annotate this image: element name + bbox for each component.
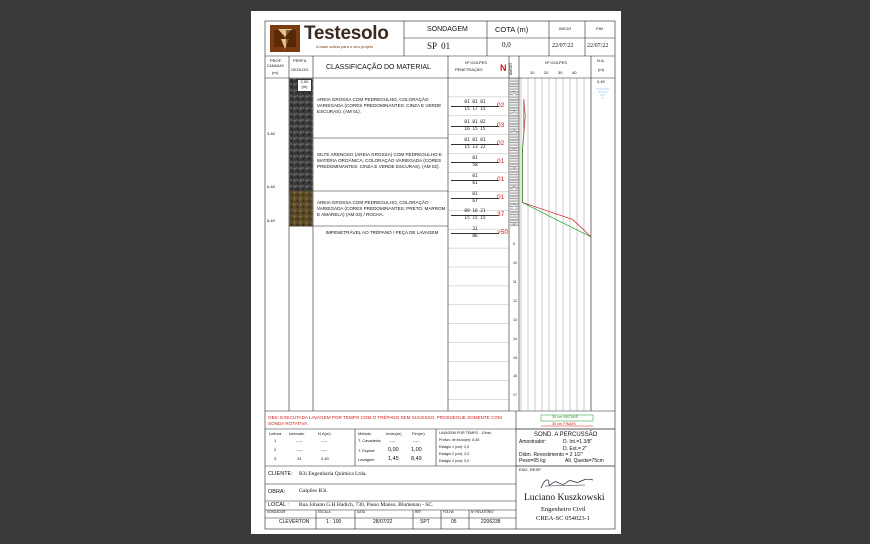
leitura-r2c2: 0,49 bbox=[321, 456, 329, 461]
col-classificacao: CLASSIFICAÇÃO DO MATERIAL bbox=[326, 64, 431, 71]
leitura-r1c2: --,-- bbox=[321, 447, 328, 452]
sample-number-11: 11 bbox=[513, 279, 517, 284]
water-level-box: 2,00 (m) bbox=[297, 79, 312, 92]
metodo-r1c0: T. Espiral bbox=[358, 448, 375, 453]
signature-image bbox=[537, 474, 597, 492]
ref-label: REF. bbox=[415, 510, 422, 514]
data-label: DATA bbox=[357, 510, 366, 514]
local-label: LOCAL : bbox=[268, 502, 289, 508]
data-value: 28/07/22 bbox=[373, 519, 393, 525]
resp-title: Engenheiro Civil bbox=[541, 506, 586, 513]
resp-label: ENG. RESP. bbox=[519, 467, 542, 472]
leitura-r1c0: 2 bbox=[274, 447, 277, 452]
spt-n-6: 01 bbox=[497, 194, 505, 201]
col-na-unit: (m) bbox=[598, 67, 604, 72]
legend-final: 30 cm FINAIS bbox=[552, 422, 576, 426]
sonda-title: SOND. A PERCUSSÃO bbox=[534, 432, 598, 438]
leitura-h2: N.A(m) bbox=[318, 431, 331, 436]
leitura-r0c1: --,-- bbox=[296, 438, 303, 443]
spt-penetracao-3: 15 13 22 bbox=[451, 144, 499, 150]
spt-n-5: 01 bbox=[497, 176, 505, 183]
layer-1-description: AREIA GROSSA COM PEDREGULHO, COLORAÇÃO VARIEGADA (CORES PREDOMINANTES: CINZA E VERDE ESCURAS). (AM 01). bbox=[317, 97, 442, 114]
depth-1: 3,46 bbox=[267, 131, 275, 136]
spt-penetracao-7: 15 15 15 bbox=[451, 215, 499, 221]
metodo-r0c2: --,-- bbox=[413, 438, 420, 443]
metodo-r2c1: 1,45 bbox=[388, 456, 399, 462]
fim-label: FIM bbox=[596, 26, 603, 31]
metodo-r0c1: --,-- bbox=[389, 438, 396, 443]
n-curve-final bbox=[522, 99, 591, 237]
cliente-label: CLIENTE: bbox=[268, 471, 293, 477]
col-n: N bbox=[500, 63, 507, 73]
lavagem-line-3: Estágio 2 (cm): 2,0 bbox=[439, 452, 470, 456]
legend-initial: 30 cm INICIAIS bbox=[552, 415, 579, 419]
metodo-h1: Início(m) bbox=[386, 431, 402, 436]
metodo-h2: Fim(m) bbox=[412, 431, 425, 436]
sample-number-5: 5 bbox=[513, 166, 515, 171]
sonda-int: D. Int.=1 3/8" bbox=[563, 439, 593, 445]
spt-n-8: >50 bbox=[497, 229, 509, 236]
sample-number-3: 3 bbox=[513, 128, 515, 133]
col-na: N.A. bbox=[597, 58, 605, 63]
leitura-r0c2: --,-- bbox=[321, 438, 328, 443]
logo-tagline: A base sólida para o seu projeto bbox=[316, 44, 374, 49]
col-geolog: GEOLOG. bbox=[291, 67, 310, 72]
col-penetracao: PENETRAÇÃO bbox=[455, 67, 483, 72]
inicio-value: 22/07/22 bbox=[552, 43, 574, 49]
sonda-altura: Alt. Queda=75cm bbox=[565, 458, 604, 464]
sample-number-2: 2 bbox=[513, 109, 515, 114]
logo-name: Testesolo bbox=[304, 23, 389, 44]
metodo-h0: Método bbox=[358, 431, 372, 436]
leitura-r2c0: 3 bbox=[274, 456, 277, 461]
escala-label: ESCALA bbox=[318, 510, 331, 514]
sondador-value: CLEVERTON bbox=[279, 519, 310, 525]
spt-n-4: 01 bbox=[497, 158, 505, 165]
soil-profile-rock bbox=[290, 191, 313, 226]
sonda-amostrador: Amostrador: bbox=[519, 439, 547, 445]
sample-number-4: 4 bbox=[513, 147, 515, 152]
logo-mark-icon bbox=[270, 25, 300, 52]
leitura-r1c1: --,-- bbox=[296, 447, 303, 452]
sample-number-6: 6 bbox=[513, 185, 515, 190]
observation-note: OBS: EXECUTADA LAVAGEM POR TEMPO COM O TRÉPANO SEM SUCESSO. PROSSEGUE SOMENTE COM SONDA ROTATIVA. bbox=[268, 415, 502, 426]
spt-golpes-2: 01 01 02 bbox=[464, 120, 486, 125]
metodo-r2c0: Lavagem bbox=[358, 457, 375, 462]
sondador-label: SONDADOR bbox=[267, 510, 286, 514]
relatorio-label: Nº RELATÓRIO bbox=[471, 510, 494, 514]
sample-number-17: 17 bbox=[513, 393, 517, 398]
leitura-r0c0: 1 bbox=[274, 438, 277, 443]
logo bbox=[268, 23, 402, 54]
obra-label: OBRA: bbox=[268, 489, 286, 495]
metodo-r0c0: T. Cavadeira bbox=[358, 438, 381, 443]
sondagem-value: SP 01 bbox=[427, 41, 451, 51]
metodo-r1c2: 1,00 bbox=[411, 447, 422, 453]
spt-n-7: 37 bbox=[497, 211, 505, 218]
spt-n-2: 03 bbox=[497, 122, 505, 129]
col-golpes: Nº GOLPES bbox=[465, 60, 487, 65]
sonda-ext: D. Ext.= 2" bbox=[563, 446, 587, 452]
folha-value: 05 bbox=[451, 519, 457, 525]
cota-label: COTA (m) bbox=[495, 25, 529, 34]
sample-number-13: 13 bbox=[513, 317, 517, 322]
spt-golpes-3: 01 01 01 bbox=[464, 138, 486, 143]
sample-number-10: 10 bbox=[513, 261, 517, 265]
folha-label: FOLHA bbox=[443, 510, 454, 514]
metodo-r2c2: 8,49 bbox=[411, 456, 422, 462]
leitura-r2c1: 24 bbox=[297, 456, 302, 461]
ref-value: SPT bbox=[420, 519, 430, 525]
layer-4-description: IMPENETRÁVEL AO TRÉPANO / PEÇA DE LAVAGEM bbox=[325, 230, 439, 235]
obra-value: Galpões B3i. bbox=[299, 488, 328, 494]
layer-3-description: AREIA GROSSA COM PEDREGULHO, COLORAÇÃO VARIEGADA (CORES PREDOMINANTES: PRETO, MARROM E AMARELA) (AM 03) / ROCHA. bbox=[317, 200, 446, 217]
na-value: 0,49 bbox=[597, 79, 605, 84]
sample-number-15: 15 bbox=[513, 355, 517, 360]
graph-tick-10: 10 bbox=[530, 70, 535, 75]
depth-2: 6,48 bbox=[267, 184, 275, 189]
lavagem-line-1: Profun. de início(m): 8,45 bbox=[439, 438, 480, 442]
spt-penetracao-4: 58 bbox=[451, 162, 499, 168]
col-prof-camadas: CAMADAS bbox=[267, 64, 284, 68]
cota-value: 0,0 bbox=[502, 41, 511, 49]
col-prof: PROF. bbox=[270, 58, 282, 63]
graph-tick-40: 40 bbox=[572, 70, 577, 75]
spt-penetracao-6: 67 bbox=[451, 198, 499, 204]
layer-2-description: SILTE ARENOSO (AREIA GROSSA) COM PEDREGULHO E MATÉRIA ORGÂNICA, COLORAÇÃO VARIEGADA (CORES PREDOMINANTES: CINZA E VERDE ESCURAS). (AM 02). bbox=[317, 152, 442, 169]
spt-penetracao-1: 15 17 15 bbox=[451, 106, 499, 112]
graph-title: Nº GOLPES bbox=[545, 60, 567, 65]
spt-penetracao-2: 16 15 15 bbox=[451, 126, 499, 132]
sample-number-8: 8 bbox=[513, 223, 515, 228]
leitura-h0: Leitura bbox=[269, 431, 282, 436]
fim-value: 22/07/22 bbox=[587, 43, 609, 49]
spt-golpes-5: 01 bbox=[472, 174, 478, 179]
n-curve-initial bbox=[522, 99, 591, 237]
lavagem-line-2: Estágio 1 (cm): 2,0 bbox=[439, 445, 470, 449]
local-value: Rua Johann G.H Hadich, 730, Passo Manso, Blumenau - SC. bbox=[299, 502, 434, 508]
lavagem-title: LAVAGEM POR TEMPO - 10min bbox=[439, 431, 492, 435]
spt-golpes-1: 01 01 01 bbox=[464, 100, 486, 105]
sample-number-16: 16 bbox=[513, 374, 517, 379]
sample-number-12: 12 bbox=[513, 298, 517, 303]
col-perfil: PERFIL bbox=[293, 58, 308, 63]
spt-n-3: 02 bbox=[497, 140, 505, 147]
cliente-value: B3i Engenharia Química Ltda. bbox=[299, 471, 367, 477]
spt-golpes-8: 31 bbox=[472, 227, 478, 232]
sample-number-1: 1 bbox=[513, 90, 515, 95]
spt-golpes-7: 09 16 21 bbox=[464, 209, 486, 214]
inicio-label: INICIO bbox=[559, 26, 572, 31]
sample-number-7: 7 bbox=[513, 204, 515, 209]
spt-penetracao-5: 61 bbox=[451, 180, 499, 186]
spt-golpes-4: 01 bbox=[472, 156, 478, 161]
relatorio-value: 2206238 bbox=[481, 519, 501, 525]
water-level-icon bbox=[596, 89, 609, 98]
depth-3: 8,49 bbox=[267, 218, 275, 223]
graph-tick-20: 20 bbox=[544, 70, 549, 75]
boring-log-sheet bbox=[251, 11, 621, 534]
spt-penetracao-8: 06 bbox=[451, 233, 499, 239]
resp-crea: CREA-SC 054023-1 bbox=[536, 515, 590, 522]
sample-number-14: 14 bbox=[513, 336, 517, 341]
leitura-h1: Intervalo bbox=[289, 431, 305, 436]
sonda-peso: Peso=65 kg bbox=[519, 458, 546, 464]
sondagem-label: SONDAGEM bbox=[427, 26, 468, 33]
sample-number-9: 9 bbox=[513, 242, 515, 247]
metodo-r1c1: 0,00 bbox=[388, 447, 399, 453]
resp-name: Luciano Kuszkowski bbox=[524, 493, 605, 503]
escala-value: 1 : 100 bbox=[326, 519, 342, 525]
spt-golpes-6: 01 bbox=[472, 192, 478, 197]
sonda-revestimento: Diâm. Revestimento = 2 1/2" bbox=[519, 452, 583, 458]
graph-tick-30: 30 bbox=[558, 70, 563, 75]
col-amost: AMOST. bbox=[509, 62, 513, 75]
lavagem-line-4: Estágio 3 (cm): 0,0 bbox=[439, 459, 470, 463]
col-prof-unit: (m) bbox=[272, 70, 278, 75]
spt-n-1: 02 bbox=[497, 102, 505, 109]
